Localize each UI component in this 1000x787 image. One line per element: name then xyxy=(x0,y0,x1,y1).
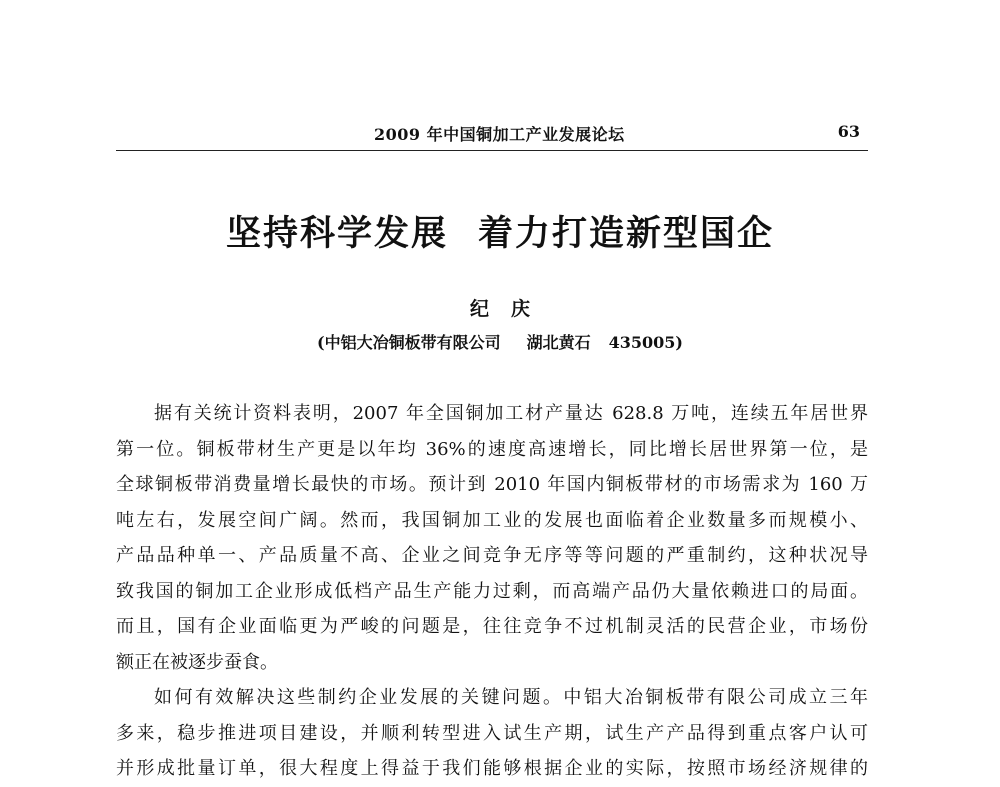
affiliation-org: 中铝大冶铜板带有限公司 xyxy=(324,333,501,352)
paragraph-line: 致我国的铜加工企业形成低档产品生产能力过剩，而高端产品仍大量依赖进口的局面。 xyxy=(116,580,868,602)
affiliation-postcode: 435005 xyxy=(608,333,676,352)
body-text xyxy=(116,396,868,787)
affiliation-close-paren: ) xyxy=(675,333,683,352)
article-title-part1: 坚持科学发展 xyxy=(225,213,448,254)
paragraph-line: 多来，稳步推进项目建设，并顺利转型进入试生产期，试生产产品得到重点客户认可 xyxy=(116,722,868,744)
journal-title: 2009 年中国铜加工产业发展论坛 xyxy=(374,125,625,144)
paragraph-line: 据有关统计资料表明，2007 年全国铜加工材产量达 628.8 万吨，连续五年居世界 xyxy=(154,403,868,424)
article-title-part2: 着力打造新型国企 xyxy=(478,213,775,254)
paragraph-line: 第一位。铜板带材生产更是以年均 36%的速度高速增长，同比增长居世界第一位，是 xyxy=(116,438,868,460)
running-header xyxy=(116,118,868,151)
paragraph-line: 额正在被逐步蚕食。 xyxy=(116,651,278,673)
paragraph-1 xyxy=(116,396,868,680)
page-number: 63 xyxy=(837,122,860,141)
paragraph-2 xyxy=(116,680,868,787)
paragraph-line: 全球铜板带消费量增长最快的市场。预计到 2010 年国内铜板带材的市场需求为 160 万 xyxy=(116,474,868,495)
paragraph-line: 产品品种单一、产品质量不高、企业之间竞争无序等等问题的严重制约，这种状况导 xyxy=(116,545,868,566)
paragraph-line: 吨左右，发展空间广阔。然而，我国铜加工业的发展也面临着企业数量多而规模小、 xyxy=(116,509,868,531)
affiliation-city: 湖北黄石 xyxy=(526,333,591,352)
paragraph-line: 如何有效解决这些制约企业发展的关键问题。中铝大冶铜板带有限公司成立三年 xyxy=(154,687,868,708)
article-title xyxy=(0,206,1000,256)
paragraph-line: 而且，国有企业面临更为严峻的问题是，往往竞争不过机制灵活的民营企业，市场份 xyxy=(116,616,868,637)
paragraph-line: 并形成批量订单，很大程度上得益于我们能够根据企业的实际，按照市场经济规律的 xyxy=(116,758,868,779)
author-name: 纪庆 xyxy=(469,298,552,320)
author-affiliation xyxy=(0,330,1000,353)
affiliation-open-paren: ( xyxy=(317,333,325,352)
